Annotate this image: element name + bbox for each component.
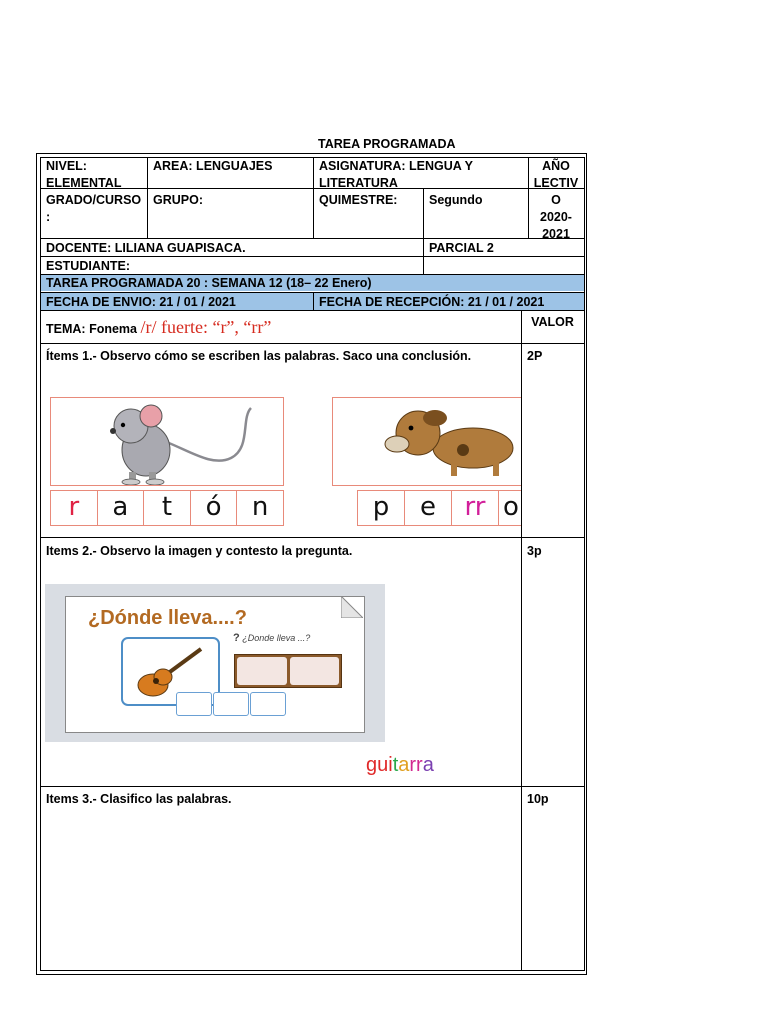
- answer-slots: [176, 692, 287, 716]
- answer-part-3: a: [398, 754, 410, 776]
- letter-o-accent: ó: [191, 491, 238, 525]
- tema-label: TEMA:: [46, 322, 86, 336]
- dog-icon: [333, 398, 521, 485]
- question-small: ? ¿Donde lleva ...?: [233, 632, 311, 644]
- quimestre-label: QUIMESTRE:: [319, 193, 398, 207]
- letter-n: n: [251, 492, 269, 522]
- area-label: AREA: LENGUAJES: [153, 159, 273, 173]
- letter-t: t: [144, 491, 191, 525]
- grado-label: GRADO/CURSO: [46, 193, 142, 207]
- mouth-icon: [237, 657, 287, 685]
- mouse-icon: [51, 398, 283, 485]
- grado-colon: :: [46, 210, 51, 224]
- answer-part-5: a: [422, 754, 434, 776]
- parcial: PARCIAL 2: [429, 241, 494, 255]
- worksheet-table: [36, 153, 587, 975]
- item-3-text: Items 3.- Clasifico las palabras.: [46, 792, 232, 806]
- answer-guitarra: [366, 754, 434, 777]
- page-fold-icon: [341, 596, 363, 618]
- tema-fonema-red: /r/ fuerte: “r”, “rr”: [140, 317, 272, 337]
- asignatura-value: LITERATURA: [319, 176, 398, 190]
- answer-part-1: gui: [366, 754, 393, 776]
- grupo-label: GRUPO:: [153, 193, 203, 207]
- item-2-points: 3p: [527, 544, 542, 558]
- item-1-text: Ítems 1.- Observo cómo se escriben las palabras. Saco una conclusión.: [46, 349, 472, 363]
- question-title: ¿Dónde lleva....?: [88, 607, 247, 629]
- letter-rr: rr: [452, 491, 499, 525]
- question-2-picture: [45, 584, 385, 742]
- item-2-text: Items 2.- Observo la imagen y contesto la pregunta.: [46, 544, 353, 558]
- tema: [40, 314, 520, 342]
- page-title: TAREA PROGRAMADA: [318, 137, 456, 151]
- word-raton: [50, 490, 284, 526]
- letter-p: p: [358, 491, 405, 525]
- fecha-recepcion: FECHA DE RECEPCIÓN: 21 / 01 / 2021: [319, 295, 545, 309]
- dog-picture: [332, 397, 521, 486]
- word-perro: [357, 490, 521, 526]
- item-3-points: 10p: [527, 792, 549, 806]
- answer-part-4: rr: [409, 754, 423, 776]
- nivel-label: NIVEL:: [46, 159, 87, 173]
- answer-slot: [213, 692, 249, 716]
- letter-e: e: [405, 491, 452, 525]
- letter-o: o: [503, 492, 519, 522]
- answer-slot: [250, 692, 286, 716]
- question-card: [65, 596, 365, 733]
- anio-lectivo: AÑO LECTIV O 2020- 2021: [533, 159, 579, 241]
- mouth-photos: [234, 654, 342, 688]
- letter-a: a: [98, 491, 145, 525]
- answer-part-2: t: [392, 754, 399, 776]
- mouse-picture: [50, 397, 284, 486]
- answer-slot: [176, 692, 212, 716]
- valor-header: VALOR: [531, 315, 574, 329]
- mouth-open-icon: [290, 657, 340, 685]
- fecha-envio: FECHA DE ENVIO: 21 / 01 / 2021: [46, 295, 236, 309]
- nivel-value: ELEMENTAL: [46, 176, 122, 190]
- estudiante: ESTUDIANTE:: [46, 259, 131, 273]
- letter-r: r: [51, 491, 98, 525]
- speech-bubble-icon: ?: [233, 632, 240, 644]
- asignatura-label: ASIGNATURA: LENGUA Y: [319, 159, 473, 173]
- tarea-programada: TAREA PROGRAMADA 20 : SEMANA 12 (18– 22 Enero): [46, 276, 372, 290]
- tema-fonema: Fonema: [89, 322, 137, 336]
- docente: DOCENTE: LILIANA GUAPISACA.: [46, 241, 246, 255]
- quimestre-value: Segundo: [429, 193, 483, 207]
- item-1-points: 2P: [527, 349, 543, 363]
